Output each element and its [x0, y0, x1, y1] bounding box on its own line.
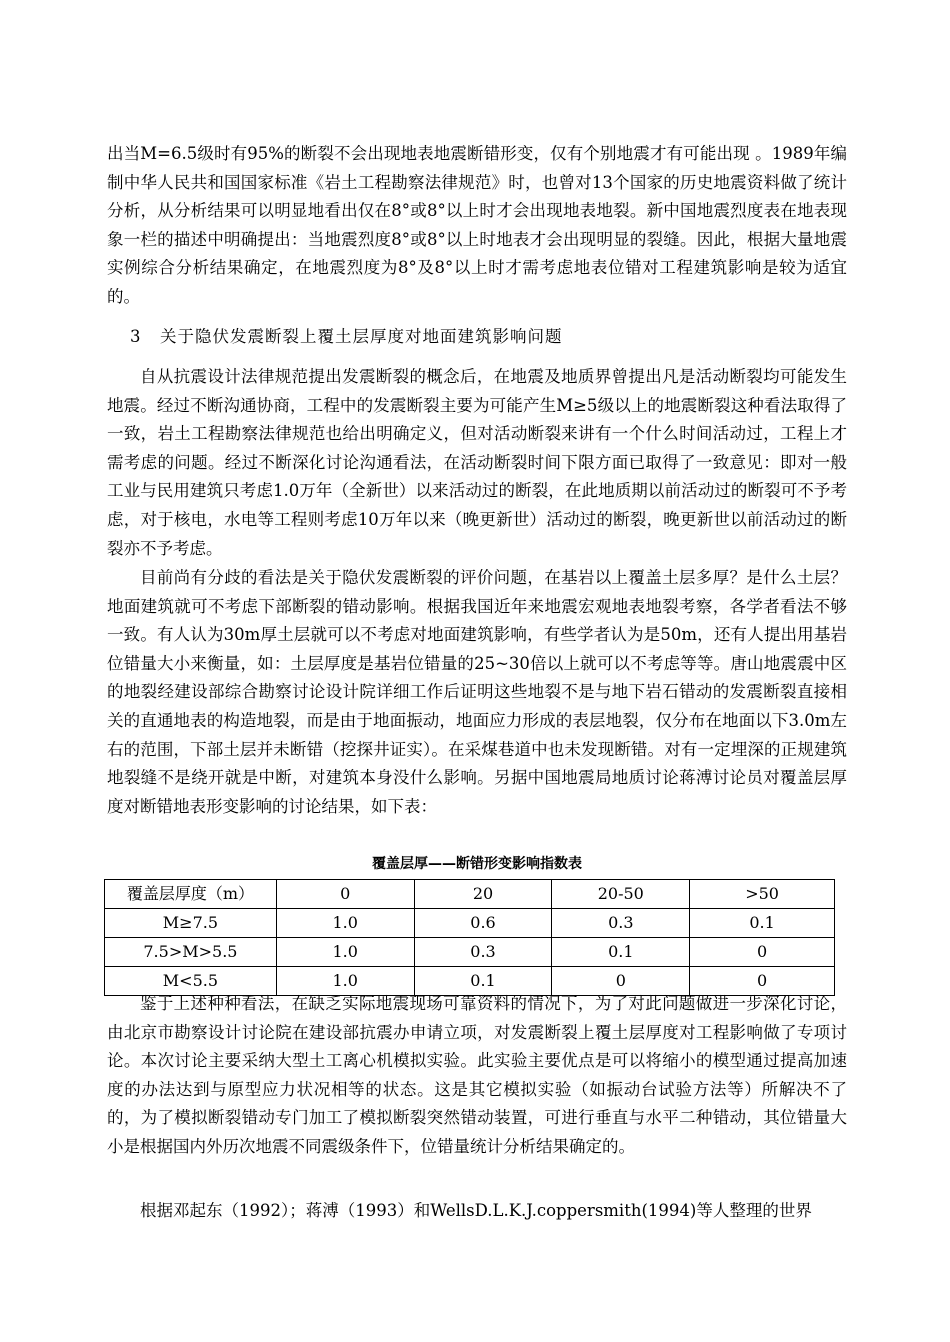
table-cell: 1.0: [276, 938, 414, 967]
table-cell: 0.3: [552, 909, 690, 938]
table-header-cell: >50: [690, 880, 835, 909]
paragraph-3: 目前尚有分歧的看法是关于隐伏发震断裂的评价问题，在基岩以上覆盖土层多厚？是什么土层？地面建筑就可不考虑下部断裂的错动影响。根据我国近年来地震宏观地表地裂考察，各学者看法不够一致。有人认为30m厚土层就可以不考虑对地面建筑影响，有些学者认为是50m，还有人提出用基岩位错量大小来衡量，如：土层厚度是基岩位错量的25~30倍以上就可以不考虑等等。唐山地震震中区的地裂经建设部综合勘察讨论设计院详细工作后证明这些地裂不是与地下岩石错动的发震断裂直接相关的直通地表的构造地裂，而是由于地面振动，地面应力形成的表层地裂，仅分布在地面以下3.0m左右的范围，下部土层并未断错（挖探井证实）。在采煤巷道中也未发现断错。对有一定埋深的正规建筑地裂缝不是绕开就是中断，对建筑本身没什么影响。另据中国地震局地质讨论蒋溥讨论员对覆盖层厚度对断错地表形变影响的讨论结果，如下表：: [107, 568, 847, 816]
table-header-cell: 0: [276, 880, 414, 909]
paragraph-4: 鉴于上述种种看法，在缺乏实际地震现场可靠资料的情况下，为了对此问题做进一步深化讨论，由北京市勘察设计讨论院在建设部抗震办申请立项，对发震断裂上覆土层厚度对工程影响做了专项讨论。本次讨论主要采纳大型土工离心机模拟实验。此实验主要优点是可以将缩小的模型通过提高加速度的办法达到与原型应力状况相等的状态。这是其它模拟实验（如振动台试验方法等）所解决不了的，为了模拟断裂错动专门加工了模拟断裂突然错动装置，可进行垂直与水平二种错动，其位错量大小是根据国内外历次地震不同震级条件下，位错量统计分析结果确定的。: [107, 994, 847, 1156]
table-cell: 0.3: [414, 938, 552, 967]
table-cell: M<5.5: [105, 967, 277, 996]
table-cell: 0: [552, 967, 690, 996]
paragraph-2: 自从抗震设计法律规范提出发震断裂的概念后，在地震及地质界曾提出凡是活动断裂均可能发生地震。经过不断沟通协商，工程中的发震断裂主要为可能产生M≥5级以上的地震断裂这种看法取得了一致，岩土工程勘察法律规范也给出明确定义，但对活动断裂来讲有一个什么时间活动过，工程上才需考虑的问题。经过不断深化讨论沟通看法，在活动断裂时间下限方面已取得了一致意见：即对一般工业与民用建筑只考虑1.0万年（全新世）以来活动过的断裂，在此地质期以前活动过的断裂可不予考虑，对于核电，水电等工程则考虑10万年以来（晚更新世）活动过的断裂，晚更新世以前活动过的断裂亦不予考虑。: [107, 367, 847, 558]
table-header-row: [105, 880, 835, 909]
table-cell: 0.1: [690, 909, 835, 938]
table-cell: 0.6: [414, 909, 552, 938]
table-cell: 7.5>M>5.5: [105, 938, 277, 967]
table-cell: 0.1: [552, 938, 690, 967]
table-cell: 0.1: [414, 967, 552, 996]
section-number: 3: [130, 327, 142, 346]
table-cell: 0: [690, 938, 835, 967]
paragraph-1: 出当M=6.5级时有95%的断裂不会出现地表地震断错形变，仅有个别地震才有可能出现 。1989年编制中华人民共和国国家标准《岩土工程勘察法律规范》时，也曾对13个国家的历史地震资料做了统计分析，从分析结果可以明显地看出仅在8°或8°以上时才会出现地表地裂。新中国地震烈度表在地表现象一栏的描述中明确提出：当地震烈度8°或8°以上时地表才会出现明显的裂缝。因此，根据大量地震实例综合分析结果确定，在地震烈度为8°及8°以上时才需考虑地表位错对工程建筑影响是较为适宜的。: [107, 144, 847, 306]
section-title: 关于隐伏发震断裂上覆土层厚度对地面建筑影响问题: [160, 327, 563, 346]
table-cell: 0: [690, 967, 835, 996]
section-heading: [130, 323, 563, 351]
table-header-cell: 20-50: [552, 880, 690, 909]
table-header-cell: 覆盖层厚度（m）: [105, 880, 277, 909]
index-table: [104, 879, 835, 996]
table-cell: 1.0: [276, 909, 414, 938]
table-caption: 覆盖层厚——断错形变影响指数表: [372, 856, 582, 872]
paragraph-5: 根据邓起东（1992）；蒋溥（1993）和WellsD.L.K.J.coppersmith(1994)等人整理的世界: [140, 1201, 812, 1220]
table-header-cell: 20: [414, 880, 552, 909]
table-row: [105, 938, 835, 967]
table-row: [105, 909, 835, 938]
table-cell: M≥7.5: [105, 909, 277, 938]
table-cell: 1.0: [276, 967, 414, 996]
